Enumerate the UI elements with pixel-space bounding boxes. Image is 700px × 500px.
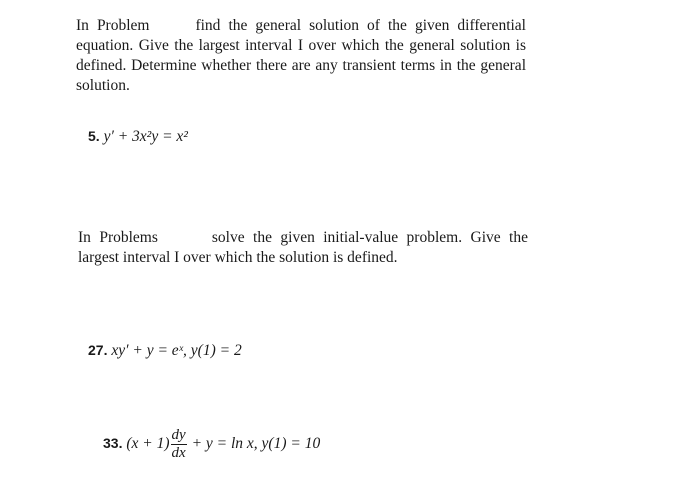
derivative-fraction	[171, 427, 187, 462]
problem-5	[88, 128, 188, 146]
fraction-denominator: dx	[171, 445, 186, 461]
instructions-1-line1: find the general solution of the given differential	[195, 17, 526, 34]
fraction-numerator: dy	[171, 427, 186, 443]
instructions-2-start: In Problems	[78, 229, 158, 246]
instructions-paragraph-2	[78, 228, 528, 268]
instructions-2-line1: solve the given initial-value problem. Give the	[211, 229, 528, 246]
problem-number: 33.	[103, 435, 123, 452]
equation-lhs: (x + 1)	[126, 435, 170, 453]
instructions-paragraph-1	[76, 16, 526, 96]
problem-number: 5.	[88, 128, 100, 144]
instructions-1-rest: equation. Give the largest interval I over which the general solution is defined. Determine whether there are any transient terms in the general solution.	[76, 37, 526, 94]
problem-number: 27.	[88, 342, 108, 358]
instructions-1-start: In Problem	[76, 17, 150, 34]
problem-equation: y′ + 3x²y = x²	[103, 128, 188, 145]
equation-rhs: + y = ln x, y(1) = 10	[191, 435, 321, 453]
problem-equation: xy′ + y = eˣ, y(1) = 2	[111, 342, 242, 359]
problem-33	[103, 427, 320, 462]
problem-27	[88, 342, 242, 360]
instructions-2-rest: largest interval I over which the solution is defined.	[78, 249, 398, 266]
